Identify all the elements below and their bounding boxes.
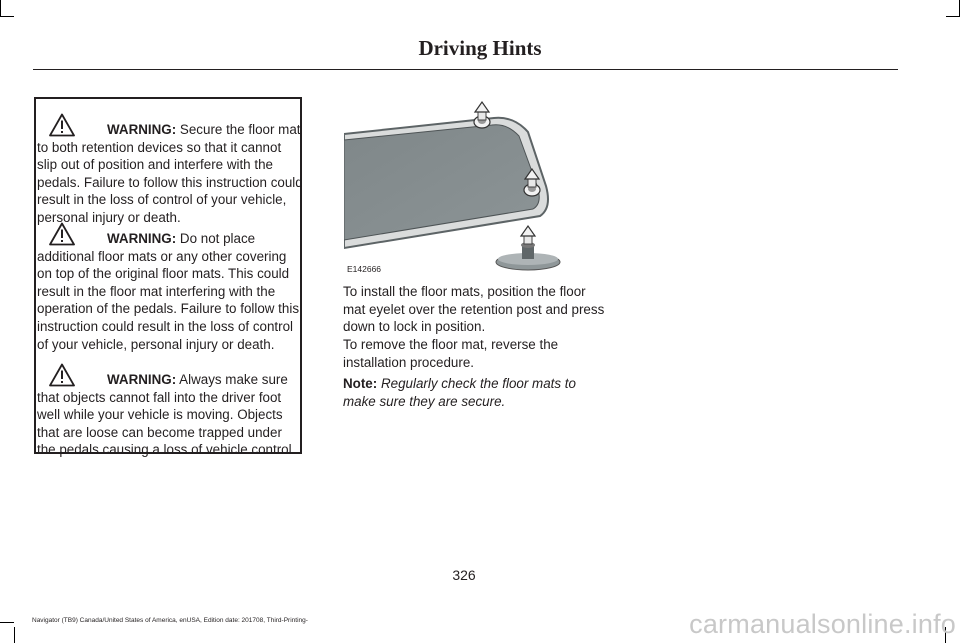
warning-label: WARNING: <box>107 372 177 387</box>
warning-triangle-icon <box>49 363 75 387</box>
page-title: Driving Hints <box>418 36 542 60</box>
note <box>343 375 605 410</box>
warning-label: WARNING: <box>107 231 177 246</box>
floor-mat-illustration <box>344 98 606 276</box>
warning-text: Do not place additional floor mats or any other covering on top of the original floor mats. This could result in the floor mat interfering with the operation of the pedals. Failure to follow this instruction could result in the loss of control of your vehicle, personal injury or death. <box>37 231 300 352</box>
edition-footer: Navigator (TB9) Canada/United States of America, enUSA, Edition date: 201708, Third-Printing- <box>32 617 308 624</box>
retention-eyelet-icon <box>474 102 490 128</box>
warning-block <box>37 371 303 459</box>
crop-mark <box>946 16 960 17</box>
figure-label: E142666 <box>347 264 382 274</box>
warning-block <box>37 230 303 353</box>
warning-label: WARNING: <box>107 122 177 137</box>
warning-triangle-icon <box>49 222 75 246</box>
crop-mark <box>0 622 14 623</box>
note-text: Regularly check the floor mats to make sure they are secure. <box>343 376 576 409</box>
crop-mark <box>0 0 1 16</box>
retention-post-icon <box>496 226 560 270</box>
note-label: Note: <box>343 376 378 391</box>
header-divider <box>33 69 898 70</box>
remove-instructions: To remove the floor mat, reverse the installation procedure. <box>343 337 559 370</box>
install-instructions: To install the floor mats, position the floor mat eyelet over the retention post and press down to lock in position. <box>343 284 605 335</box>
page-number: 326 <box>452 567 476 583</box>
warning-block <box>37 121 303 227</box>
crop-mark <box>14 627 15 643</box>
warning-text: Secure the floor mat to both retention devices so that it cannot slip out of position and interfere with the pedals. Failure to follow this instruction could result in the loss of control of your vehicle, personal injury or death. <box>37 122 303 225</box>
watermark: carmanualsonline.info <box>689 609 956 639</box>
warning-triangle-icon <box>49 113 75 137</box>
warning-box <box>34 97 303 458</box>
warning-text: Always make sure that objects cannot fall into the driver foot well while your vehicle is moving. Objects that are loose can become trapped under the pedals causing a loss of vehicle control. <box>37 372 296 458</box>
crop-mark <box>0 16 14 17</box>
